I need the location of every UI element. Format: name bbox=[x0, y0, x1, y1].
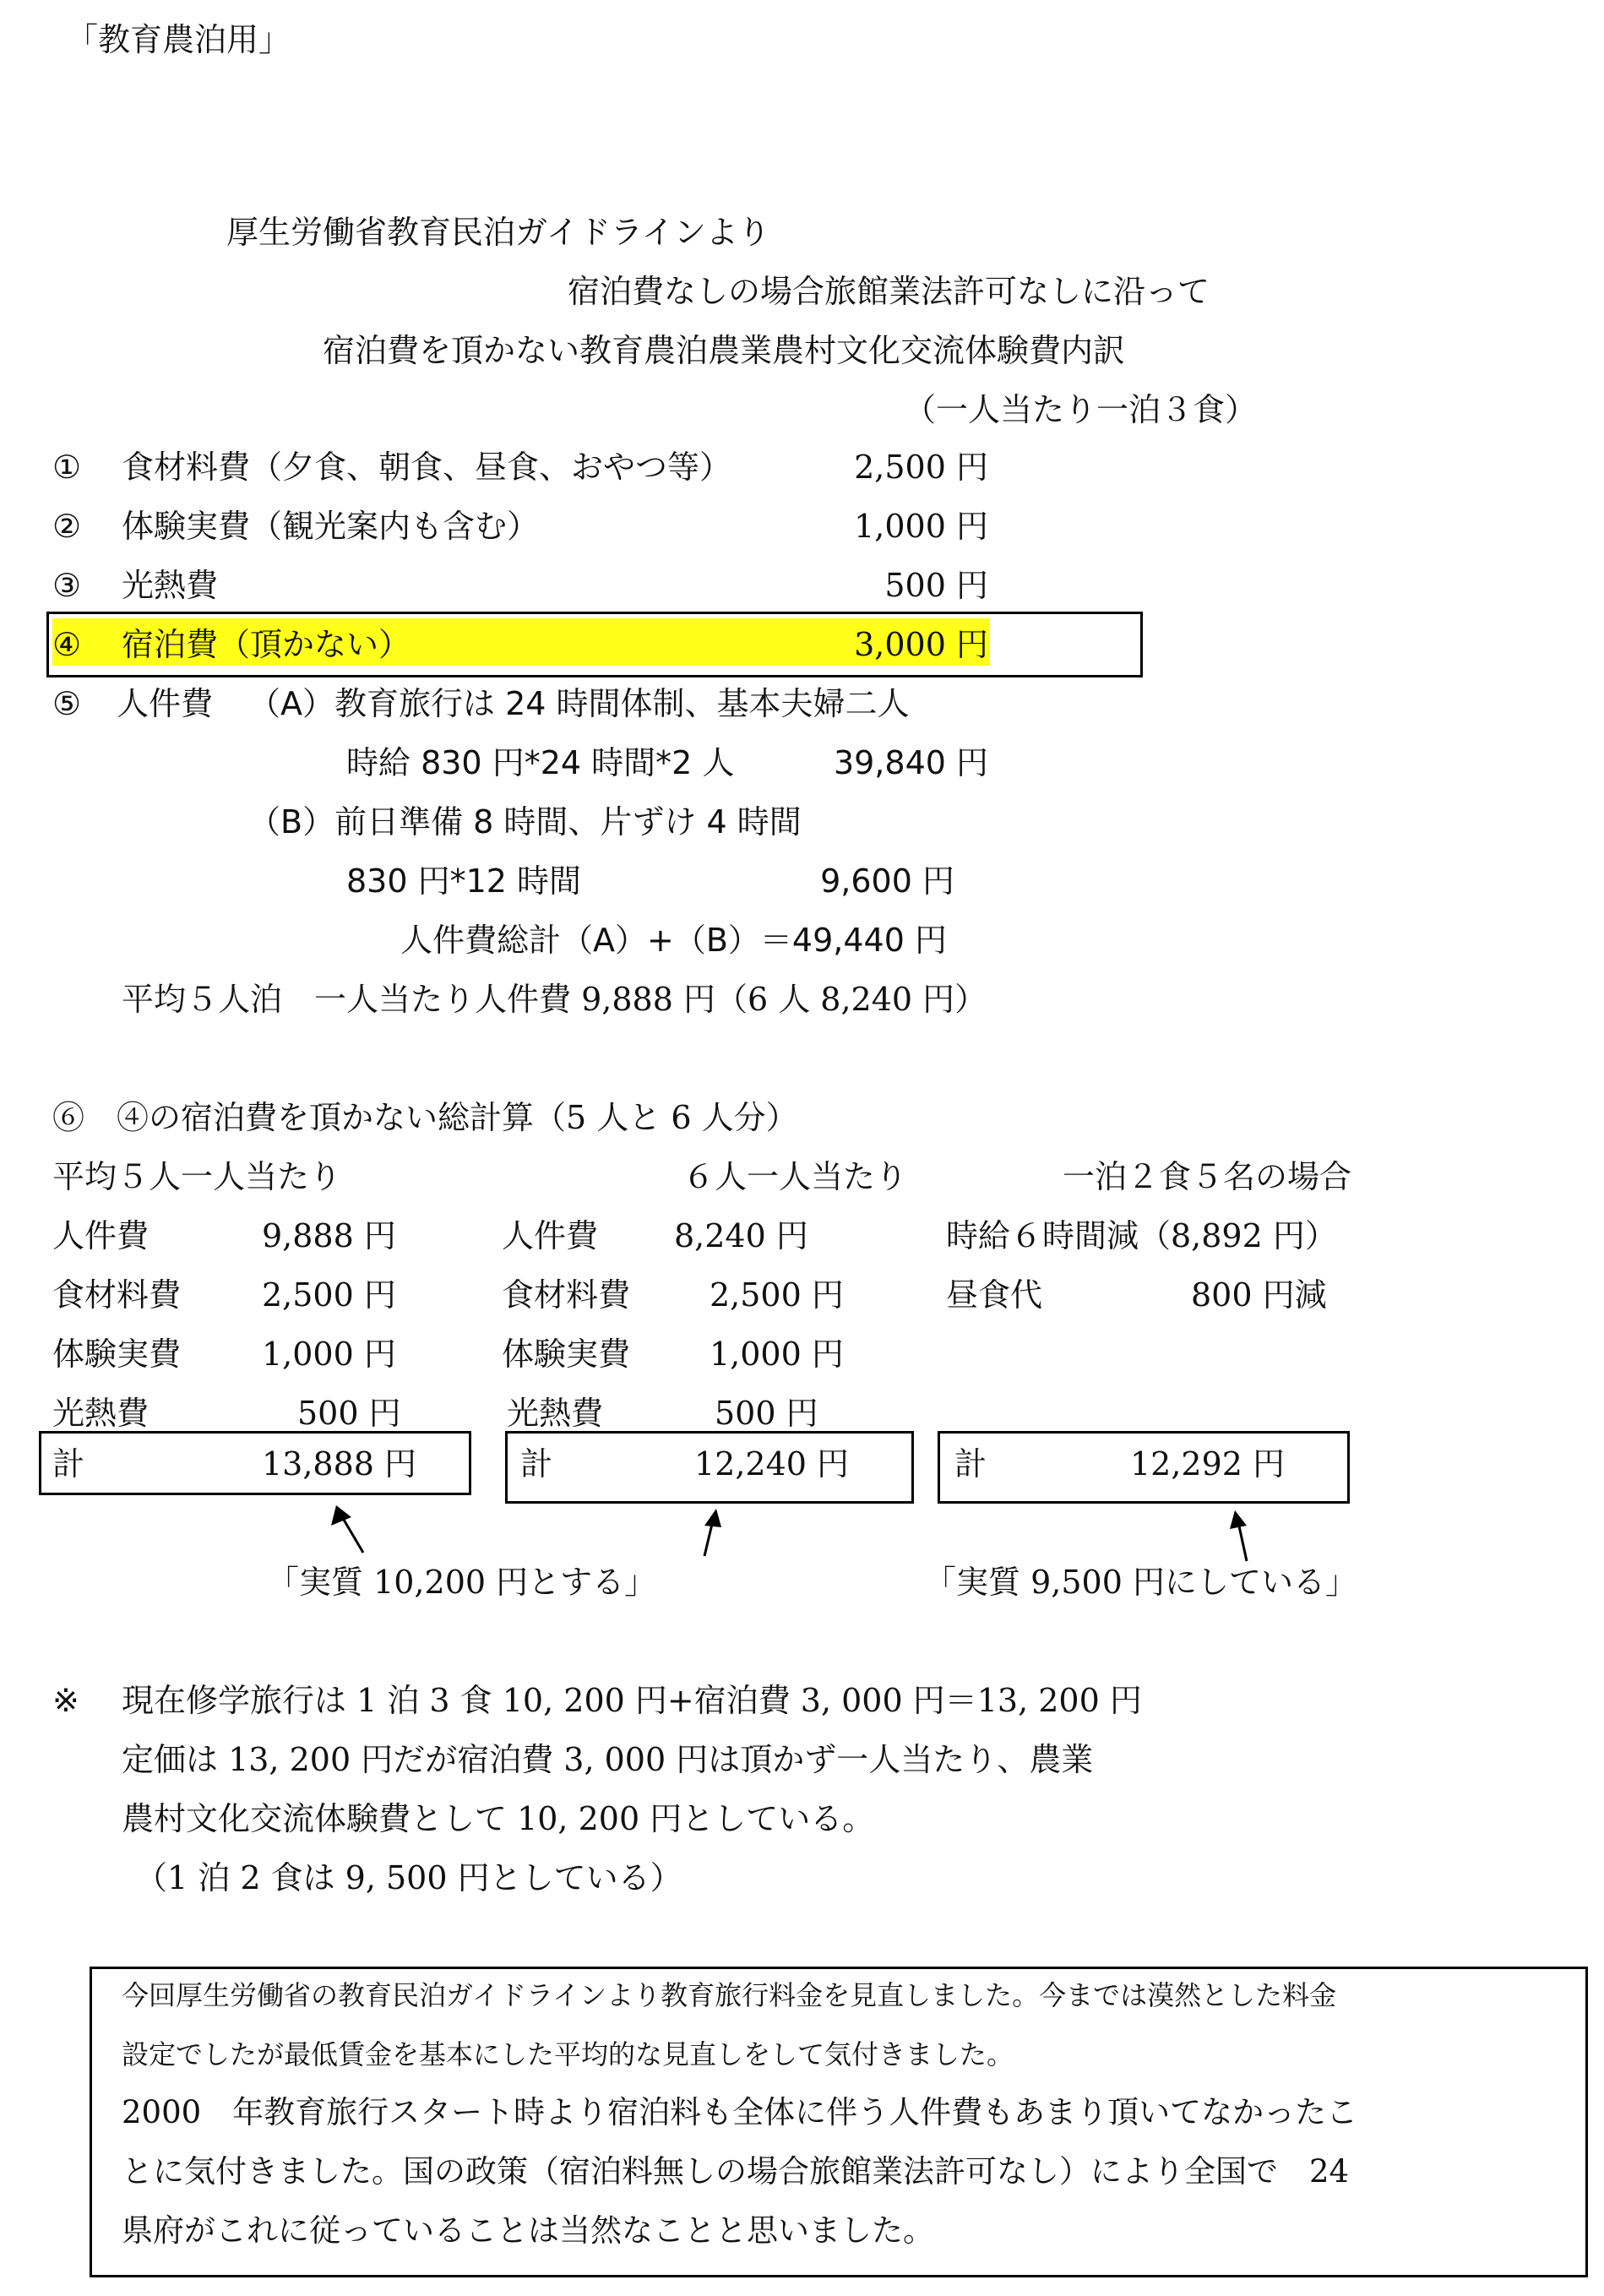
item-1-label: 食材料費（夕食、朝食、昼食、おやつ等） bbox=[122, 449, 732, 486]
remark-line-1: 現在修学旅行は 1 泊 3 食 10, 200 円+宿泊費 3, 000 円＝13, 200 円 bbox=[122, 1682, 1142, 1719]
col3-total-value: 12,292 円 bbox=[1130, 1445, 1286, 1483]
col1-total-label: 計 bbox=[52, 1445, 85, 1483]
item-4-amount: 3,000 円 bbox=[854, 626, 988, 663]
personnel-a-calc: 時給 830 円*24 時間*2 人 bbox=[346, 744, 735, 781]
section-6-title: ⑥ ④の宿泊費を頂かない総計算（5 人と 6 人分） bbox=[52, 1099, 798, 1136]
item-4-label: 宿泊費（頂かない） bbox=[122, 626, 411, 663]
col1-row-value: 1,000 円 bbox=[262, 1336, 396, 1373]
col2-row-value: 500 円 bbox=[715, 1395, 818, 1432]
col3-row-value: 800 円減 bbox=[1191, 1276, 1327, 1314]
item-1-amount: 2,500 円 bbox=[854, 449, 988, 486]
personnel-total: 人件費総計（A）+（B）＝49,440 円 bbox=[400, 922, 947, 959]
summary-note-line: 設定でしたが最低賃金を基本にした平均的な見直しをして気付きました。 bbox=[122, 2038, 1014, 2070]
document-tag: 「教育農泊用」 bbox=[66, 21, 291, 58]
intro-line-3: 宿泊費を頂かない教育農泊農業農村文化交流体験費内訳 bbox=[323, 332, 1126, 369]
col2-row-value: 8,240 円 bbox=[674, 1217, 808, 1254]
personnel-b-text: （B）前日準備 8 時間、片ずけ 4 時間 bbox=[248, 803, 802, 841]
item-2-label: 体験実費（観光案内も含む） bbox=[122, 508, 540, 545]
summary-note-line: 県府がこれに従っていることは当然なことと思いました。 bbox=[122, 2212, 934, 2249]
col2-row-value: 1,000 円 bbox=[710, 1336, 844, 1373]
col2-row-label: 人件費 bbox=[502, 1217, 599, 1254]
summary-note-line: とに気付きました。国の政策（宿泊料無しの場合旅館業法許可なし）により全国で 24 bbox=[122, 2153, 1350, 2190]
item-3-amount: 500 円 bbox=[884, 567, 988, 604]
col2-row-value: 2,500 円 bbox=[710, 1276, 844, 1314]
note-left: 「実質 10,200 円とする」 bbox=[267, 1564, 657, 1601]
col2-row-label: 光熱費 bbox=[507, 1395, 604, 1432]
arrow-up-icon bbox=[1230, 1510, 1247, 1561]
summary-note-line: 今回厚生労働省の教育民泊ガイドラインより教育旅行料金を見直しました。今までは漠然とした料金 bbox=[122, 1979, 1337, 2011]
arrow-up-icon bbox=[704, 1509, 721, 1556]
col2-row-label: 体験実費 bbox=[502, 1336, 631, 1373]
remark-line-4: （1 泊 2 食は 9, 500 円としている） bbox=[135, 1859, 682, 1896]
item-1-number: ① bbox=[52, 449, 82, 486]
intro-line-2: 宿泊費なしの場合旅館業法許可なしに沿って bbox=[568, 273, 1210, 310]
col1-heading: 平均５人一人当たり bbox=[52, 1158, 342, 1195]
col3-row-label: 昼食代 bbox=[946, 1276, 1043, 1314]
remark-mark: ※ bbox=[52, 1682, 79, 1719]
item-3-label: 光熱費 bbox=[122, 567, 219, 604]
summary-note-line: 2000 年教育旅行スタート時より宿泊料も全体に伴う人件費もあまり頂いてなかったこ bbox=[122, 2094, 1358, 2130]
note-right: 「実質 9,500 円にしている」 bbox=[924, 1564, 1357, 1601]
item-2-amount: 1,000 円 bbox=[854, 508, 988, 545]
arrow-up-icon bbox=[331, 1505, 363, 1553]
personnel-a-amount: 39,840 円 bbox=[833, 744, 988, 781]
col1-row-label: 食材料費 bbox=[52, 1276, 182, 1314]
col2-total-label: 計 bbox=[520, 1445, 553, 1483]
item-3-number: ③ bbox=[52, 567, 82, 604]
col1-row-label: 光熱費 bbox=[52, 1395, 150, 1432]
personnel-a-text: （A）教育旅行は 24 時間体制、基本夫婦二人 bbox=[248, 685, 910, 722]
item-5-number: ⑤ bbox=[52, 685, 82, 722]
col1-row-label: 人件費 bbox=[52, 1217, 150, 1254]
col1-row-value: 500 円 bbox=[297, 1395, 401, 1432]
col2-heading: ６人一人当たり bbox=[682, 1158, 908, 1195]
remark-line-3: 農村文化交流体験費として 10, 200 円としている。 bbox=[122, 1800, 875, 1837]
col1-row-value: 2,500 円 bbox=[262, 1276, 396, 1314]
item-2-number: ② bbox=[52, 508, 82, 545]
col3-heading: 一泊２食５名の場合 bbox=[1063, 1158, 1352, 1195]
personnel-average: 平均５人泊 一人当たり人件費 9,888 円（6 人 8,240 円） bbox=[122, 981, 987, 1018]
intro-line-4: （一人当たり一泊３食） bbox=[904, 391, 1258, 428]
personnel-b-amount: 9,600 円 bbox=[820, 862, 954, 900]
col1-row-label: 体験実費 bbox=[52, 1336, 182, 1373]
col2-row-label: 食材料費 bbox=[502, 1276, 631, 1314]
col2-total-value: 12,240 円 bbox=[694, 1445, 850, 1483]
remark-line-2: 定価は 13, 200 円だが宿泊費 3, 000 円は頂かず一人当たり、農業 bbox=[122, 1741, 1094, 1778]
col1-row-value: 9,888 円 bbox=[262, 1217, 396, 1254]
personnel-b-calc: 830 円*12 時間 bbox=[346, 862, 582, 900]
item-4-number: ④ bbox=[52, 626, 82, 663]
col3-total-label: 計 bbox=[954, 1445, 987, 1483]
item-5-label: 人件費 bbox=[117, 685, 214, 722]
col1-total-value: 13,888 円 bbox=[262, 1445, 417, 1483]
intro-line-1: 厚生労働省教育民泊ガイドラインより bbox=[226, 214, 770, 251]
col3-row-label: 時給６時間減（8,892 円） bbox=[946, 1217, 1337, 1254]
